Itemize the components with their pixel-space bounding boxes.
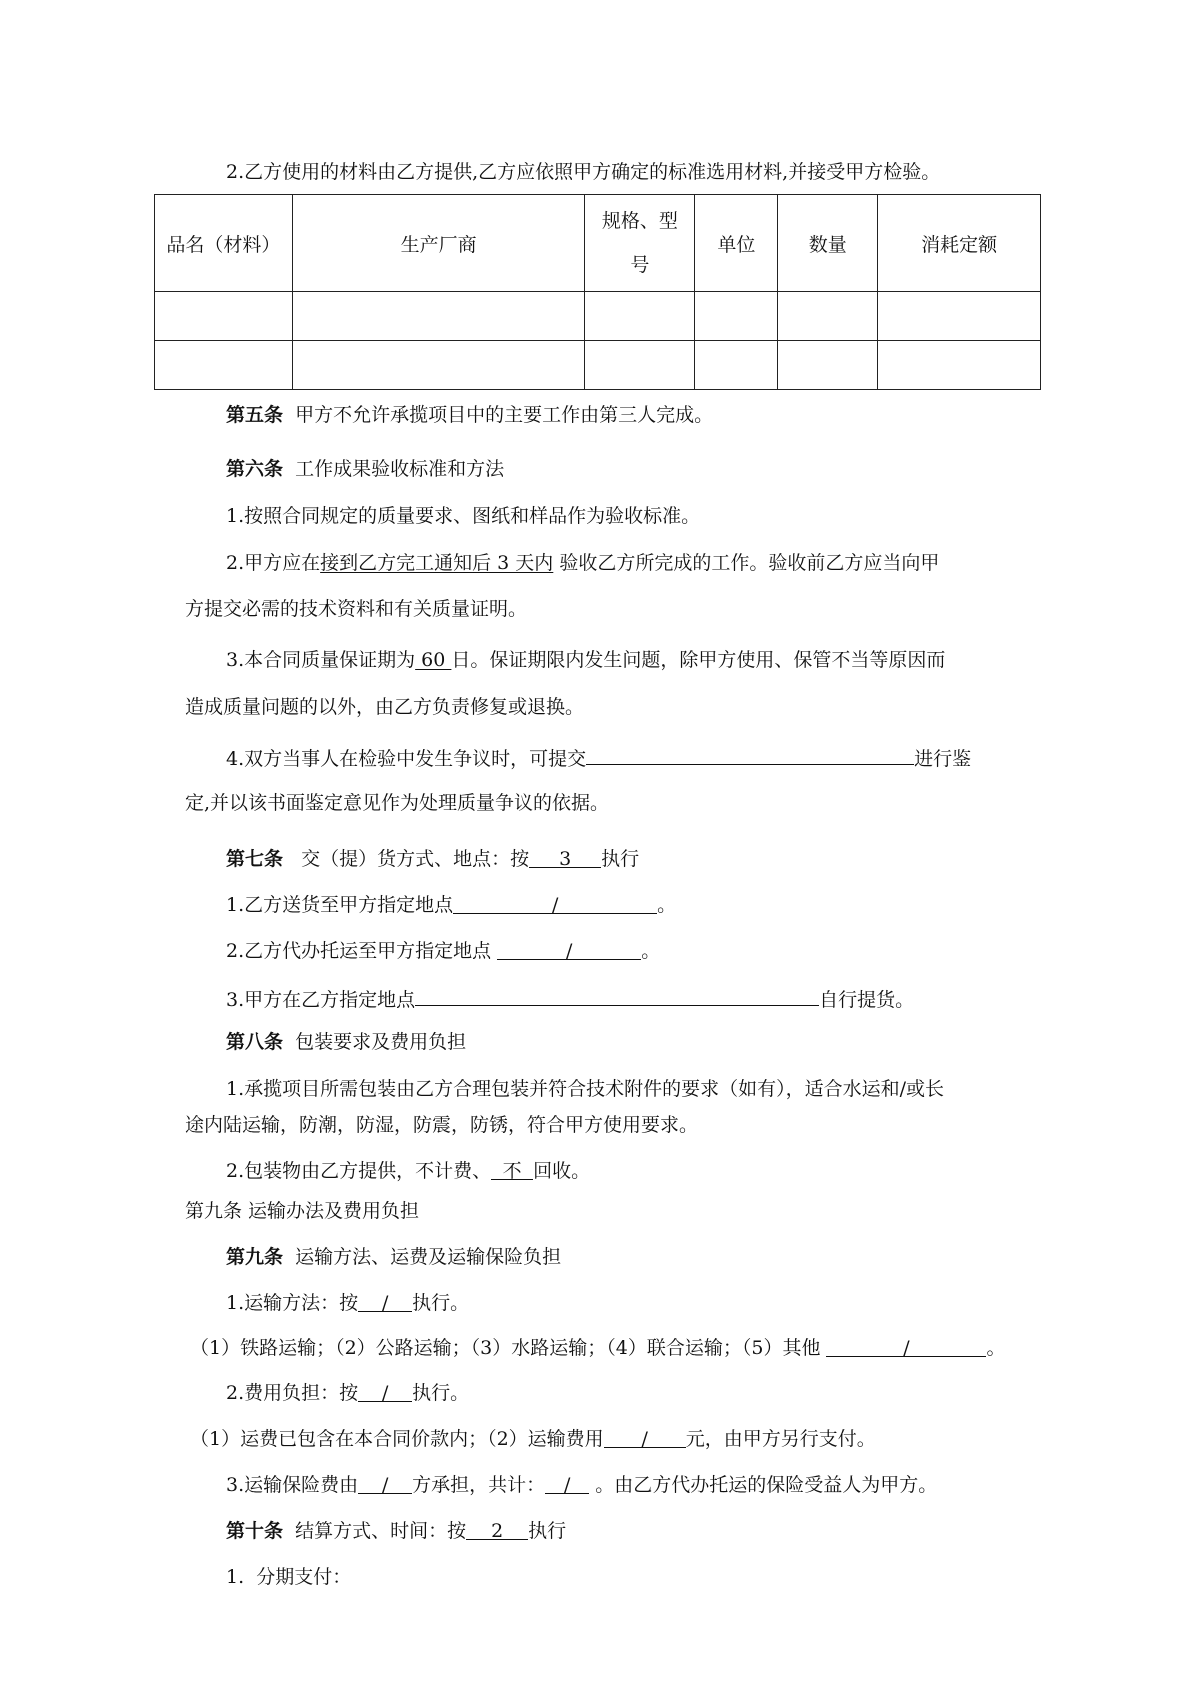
clause10-title-pre: 结算方式、时间：按 <box>295 1520 467 1542</box>
clause5-text: 甲方不允许承揽项目中的主要工作由第三人完成。 <box>295 404 714 426</box>
clause6-title <box>226 457 504 481</box>
clause8-item1: 1.承揽项目所需包装由乙方合理包装并符合技术附件的要求（如有），适合水运和/或长 <box>226 1078 945 1100</box>
clause7-title-post: 执行 <box>601 848 640 870</box>
settlement-option-fill: 2 <box>466 1519 528 1540</box>
insurance-party-fill: / <box>358 1473 412 1494</box>
clause9-fee-pre: （1）运费已包含在本合同价款内；（2）运输费用 <box>190 1428 604 1450</box>
clause9-item2 <box>226 1381 469 1405</box>
clause9-fee-post: 元，由甲方另行支付。 <box>685 1428 876 1450</box>
return-packaging-fill: 不 <box>491 1159 533 1180</box>
clause9-options-pre: （1）铁路运输；（2）公路运输；（3）水路运输；（4）联合运输；（5）其他 <box>190 1337 827 1359</box>
clause8-title-text: 包装要求及费用负担 <box>295 1031 467 1053</box>
clause7-item3-post: 自行提货。 <box>819 989 915 1011</box>
acceptance-period-fill: 接到乙方完工通知后 3 天内 <box>320 552 554 574</box>
clause6-item3-line2: 造成质量问题的以外，由乙方负责修复或退换。 <box>185 696 585 718</box>
clause9-plain-heading: 第九条 运输办法及费用负担 <box>185 1200 420 1222</box>
clause6-item2-line2: 方提交必需的技术资料和有关质量证明。 <box>185 598 528 620</box>
clause9-item1 <box>226 1291 469 1315</box>
clause9-item2-post: 执行。 <box>412 1382 470 1404</box>
appraisal-body-blank <box>586 744 914 765</box>
clause7-item3 <box>226 985 914 1012</box>
clause9-item3-post: 。由乙方代办托运的保险受益人为甲方。 <box>589 1474 938 1496</box>
table-cell <box>292 341 585 390</box>
clause7-label: 第七条 <box>226 848 284 870</box>
transport-method-fill: / <box>358 1291 412 1312</box>
table-cell <box>778 292 878 341</box>
consignment-location-fill: / <box>497 939 641 960</box>
table-cell <box>695 292 778 341</box>
header-spec-line2: 号 <box>630 254 650 276</box>
clause6-item4-pre: 4.双方当事人在检验中发生争议时，可提交 <box>226 748 587 770</box>
clause6-item3 <box>226 648 945 672</box>
table-cell <box>292 292 585 341</box>
clause9-title-text: 运输方法、运费及运输保险负担 <box>295 1246 562 1268</box>
clause8-label: 第八条 <box>226 1031 284 1053</box>
clause7-title-pre: 交（提）货方式、地点：按 <box>301 848 530 870</box>
clause6-item3-post: 日。保证期限内发生问题，除甲方使用、保管不当等原因而 <box>451 649 946 671</box>
other-transport-fill: / <box>826 1336 986 1357</box>
clause6-item2-post: 验收乙方所完成的工作。验收前乙方应当向甲 <box>553 552 940 574</box>
clause6-item4-line2: 定,并以该书面鉴定意见作为处理质量争议的依据。 <box>185 792 610 814</box>
clause8-item1-line2: 途内陆运输，防潮，防湿，防震，防锈，符合甲方使用要求。 <box>185 1114 699 1136</box>
clause5 <box>226 403 713 427</box>
clause6-item2 <box>226 551 939 575</box>
clause9-label: 第九条 <box>226 1246 284 1268</box>
clause7-item2 <box>226 939 660 963</box>
clause10-title-post: 执行 <box>528 1520 567 1542</box>
header-unit: 单位 <box>695 195 778 292</box>
clause9-item1-pre: 1.运输方法：按 <box>226 1292 359 1314</box>
clause6-item2-pre: 2.甲方应在 <box>226 552 321 574</box>
delivery-option-fill: 3 <box>529 847 601 868</box>
header-quantity: 数量 <box>778 195 878 292</box>
header-consumption: 消耗定额 <box>878 195 1041 292</box>
pickup-location-blank <box>415 985 819 1006</box>
clause9-item1-post: 执行。 <box>412 1292 470 1314</box>
table-cell <box>585 292 695 341</box>
clause8-item2-post: 回收。 <box>533 1160 591 1182</box>
insurance-total-fill: / <box>545 1473 589 1494</box>
cost-bearing-fill: / <box>358 1381 412 1402</box>
table-cell <box>155 341 293 390</box>
clause6-label: 第六条 <box>226 458 284 480</box>
clause5-label: 第五条 <box>226 404 284 426</box>
clause4-item2: 2.乙方使用的材料由乙方提供,乙方应依照甲方确定的标准选用材料,并接受甲方检验。 <box>226 161 941 183</box>
clause7-item3-pre: 3.甲方在乙方指定地点 <box>226 989 416 1011</box>
clause6-item1: 1.按照合同规定的质量要求、图纸和样品作为验收标准。 <box>226 505 701 527</box>
materials-table <box>154 194 1041 390</box>
header-name: 品名（材料） <box>155 195 293 292</box>
clause7-item1-pre: 1.乙方送货至甲方指定地点 <box>226 894 454 916</box>
clause8-item2 <box>226 1159 590 1183</box>
table-row <box>155 292 1041 341</box>
table-cell <box>155 292 293 341</box>
clause7-title <box>226 847 639 871</box>
clause8-title <box>226 1030 466 1054</box>
clause9-item3-mid: 方承担，共计： <box>412 1474 546 1496</box>
transport-fee-fill: / <box>604 1427 686 1448</box>
clause6-item4-post: 进行鉴 <box>914 748 972 770</box>
clause9-item3-pre: 3.运输保险费由 <box>226 1474 359 1496</box>
clause10-label: 第十条 <box>226 1520 284 1542</box>
clause8-item2-pre: 2.包装物由乙方提供，不计费、 <box>226 1160 492 1182</box>
table-cell <box>878 292 1041 341</box>
clause9-options-post: 。 <box>986 1337 1006 1359</box>
clause6-title-text: 工作成果验收标准和方法 <box>295 458 505 480</box>
clause7-item1 <box>226 893 676 917</box>
clause9-item3 <box>226 1473 937 1497</box>
table-cell <box>778 341 878 390</box>
clause10-title <box>226 1519 566 1543</box>
table-cell <box>878 341 1041 390</box>
clause9-title <box>226 1245 561 1269</box>
header-spec-line1: 规格、型 <box>601 210 678 232</box>
clause7-item1-post: 。 <box>657 894 677 916</box>
table-row <box>155 341 1041 390</box>
clause7-item2-pre: 2.乙方代办托运至甲方指定地点 <box>226 940 492 962</box>
table-cell <box>695 341 778 390</box>
clause9-options <box>190 1336 1006 1360</box>
header-manufacturer: 生产厂商 <box>292 195 585 292</box>
warranty-days-fill: 60 <box>415 649 452 671</box>
header-spec <box>585 195 695 292</box>
clause10-item1: 1. 分期支付： <box>226 1566 352 1588</box>
clause6-item3-pre: 3.本合同质量保证期为 <box>226 649 416 671</box>
clause9-fee <box>190 1427 876 1451</box>
delivery-location-fill: / <box>453 893 657 914</box>
table-header-row <box>155 195 1041 292</box>
table-cell <box>585 341 695 390</box>
clause7-item2-post: 。 <box>641 940 661 962</box>
clause6-item4 <box>226 744 971 771</box>
clause9-item2-pre: 2.费用负担：按 <box>226 1382 359 1404</box>
